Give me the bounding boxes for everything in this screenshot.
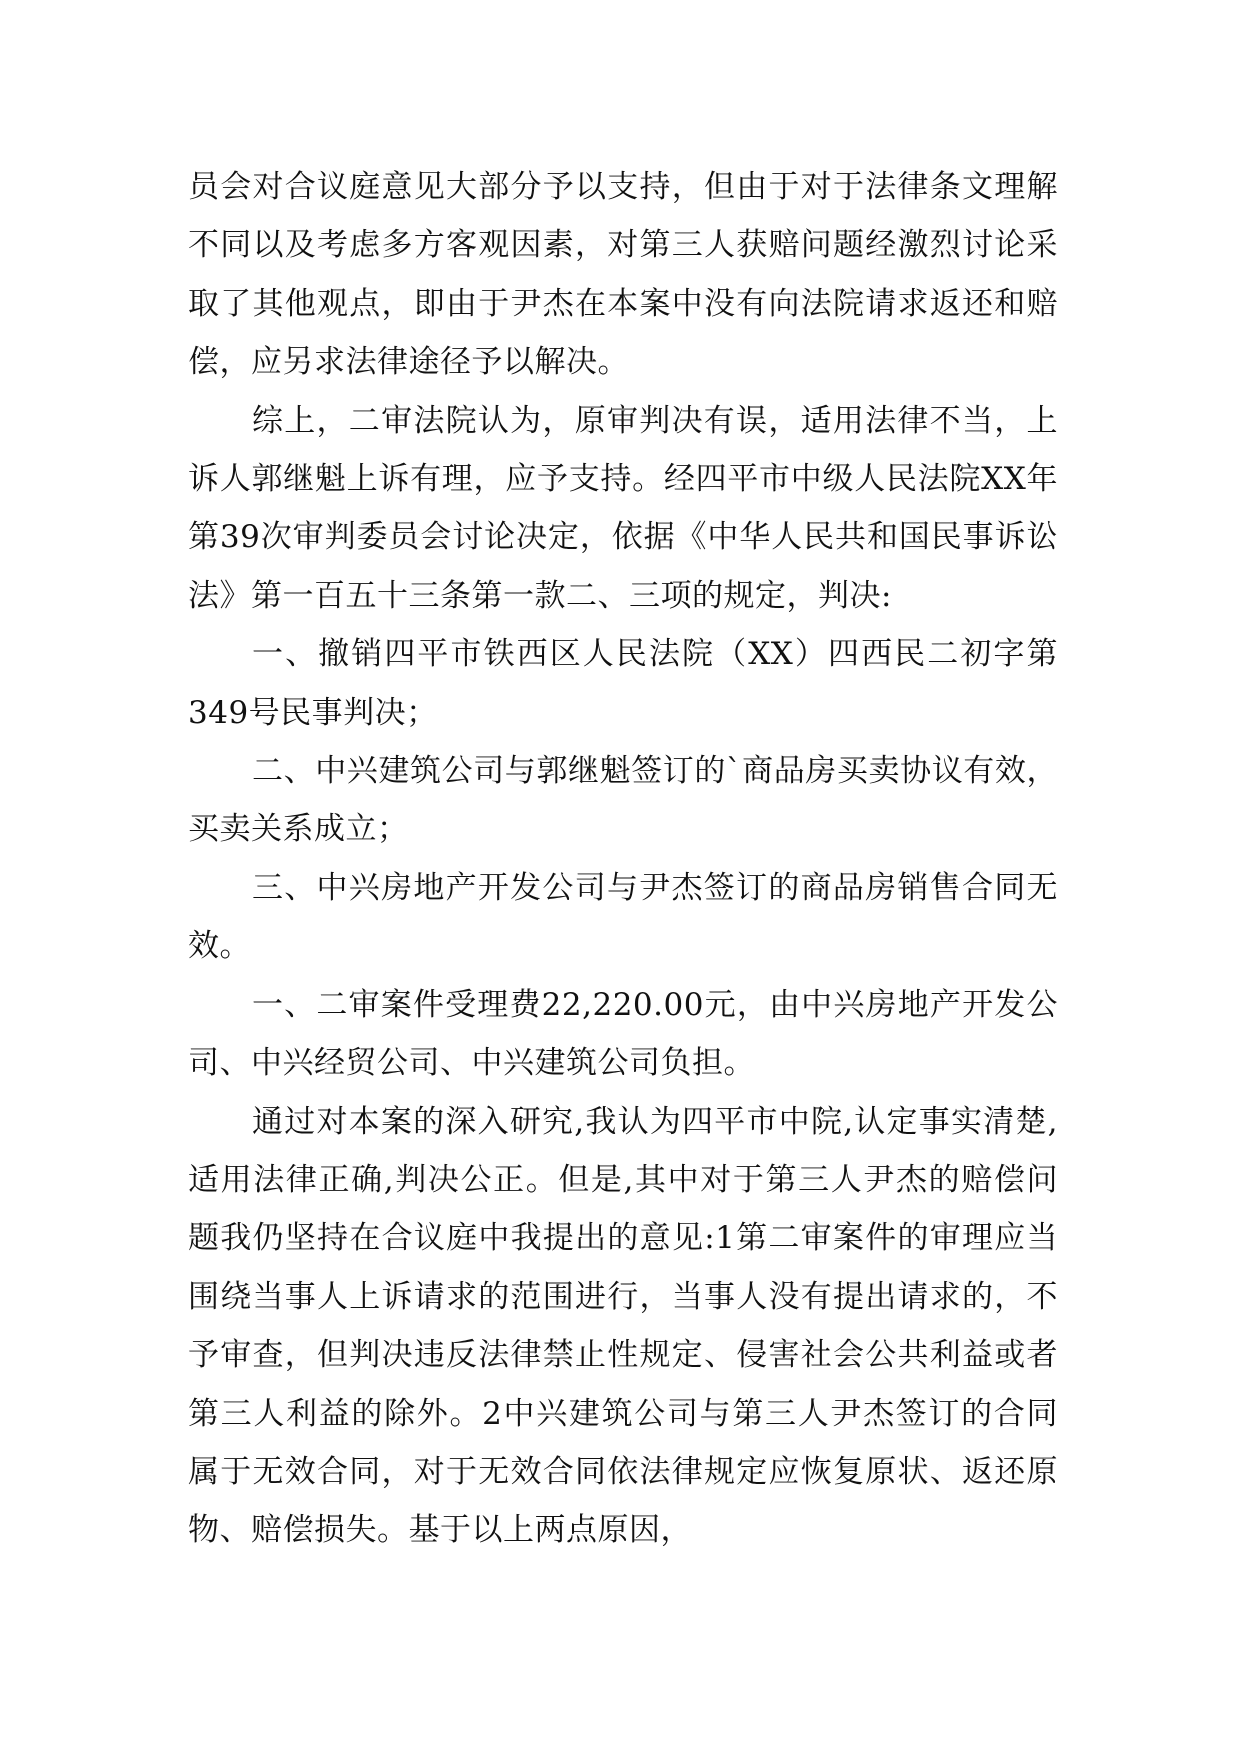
paragraph-6: 一、二审案件受理费22,220.00元，由中兴房地产开发公司、中兴经贸公司、中兴建筑公司负担。: [188, 986, 1058, 1082]
paragraph-2: 综上，二审法院认为，原审判决有误，适用法律不当，上诉人郭继魁上诉有理，应予支持。经四平市中级人民法院XX年第39次审判委员会讨论决定，依据《中华人民共和国民事诉讼法》第一百五十三条第一款二、三项的规定，判决:: [188, 402, 1058, 614]
body-text: [188, 158, 1058, 1560]
paragraph-5: 三、中兴房地产开发公司与尹杰签订的商品房销售合同无效。: [188, 869, 1058, 965]
paragraph-4: 二、中兴建筑公司与郭继魁签订的`商品房买卖协议有效，买卖关系成立；: [188, 753, 1058, 848]
paragraph-1: 员会对合议庭意见大部分予以支持，但由于对于法律条文理解不同以及考虑多方客观因素，对第三人获赔问题经激烈讨论采取了其他观点，即由于尹杰在本案中没有向法院请求返还和赔偿，应另求法律途径予以解决。: [188, 169, 1058, 381]
paragraph-7: 通过对本案的深入研究,我认为四平市中院,认定事实清楚,适用法律正确,判决公正。但是,其中对于第三人尹杰的赔偿问题我仍坚持在合议庭中我提出的意见:1第二审案件的审理应当围绕当事人上诉请求的范围进行，当事人没有提出请求的，不予审查，但判决违反法律禁止性规定、侵害社会公共利益或者第三人利益的除外。2中兴建筑公司与第三人尹杰签订的合同属于无效合同，对于无效合同依法律规定应恢复原状、返还原物、赔偿损失。基于以上两点原因，: [188, 1103, 1058, 1549]
paragraph-3: 一、撤销四平市铁西区人民法院（XX）四西民二初字第349号民事判决；: [188, 636, 1058, 731]
